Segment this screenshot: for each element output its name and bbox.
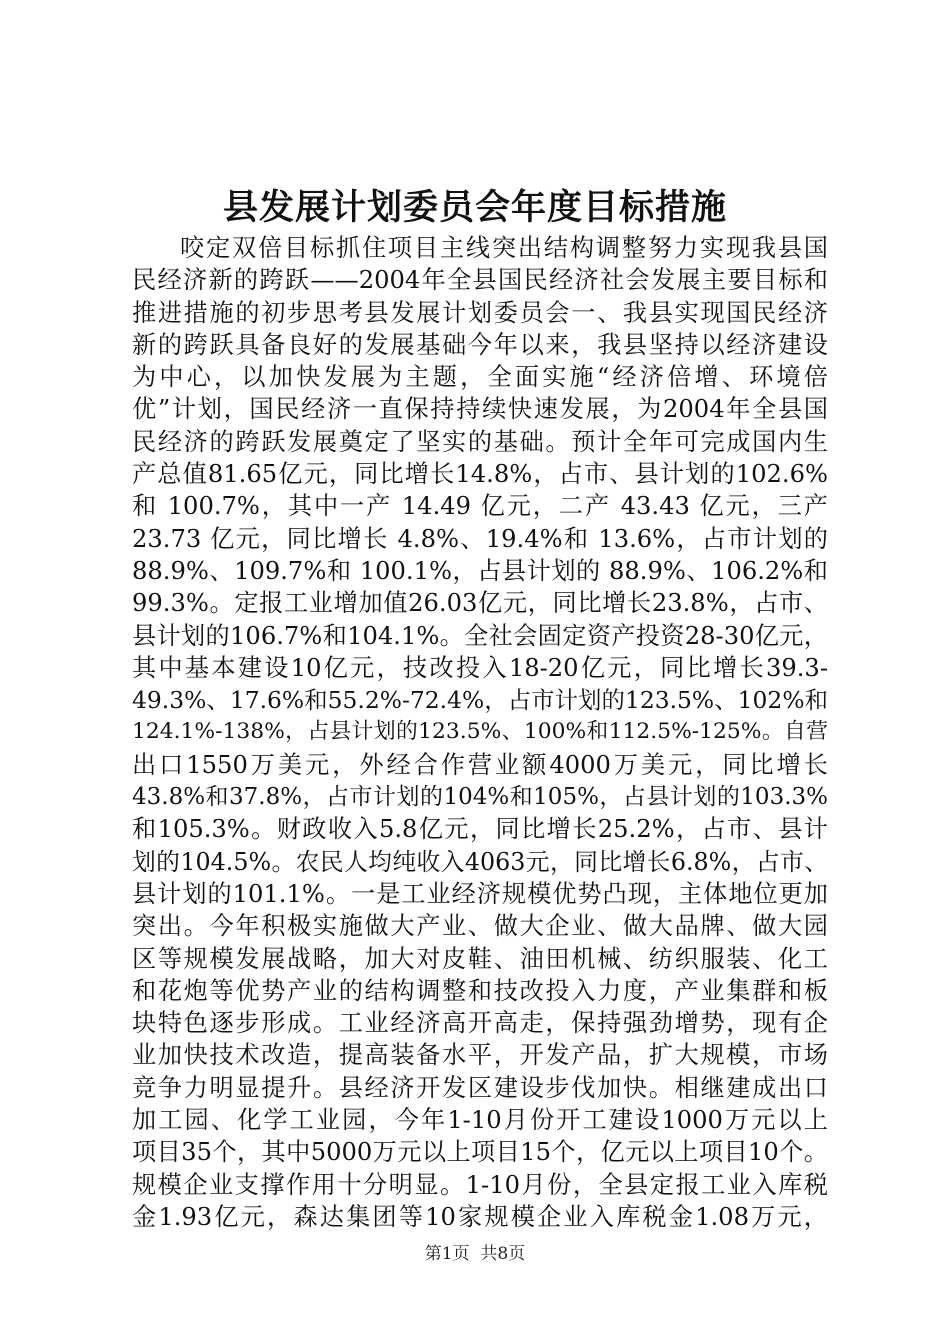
body-line: 项目35个，其中5000万元以上项目15个，亿元以上项目10个。 — [132, 1138, 828, 1167]
body-line: 竞争力明显提升。县经济开发区建设步伐加快。相继建成出口 — [132, 1073, 828, 1102]
page-footer — [0, 1243, 950, 1265]
document-title: 县发展计划委员会年度目标措施 — [222, 187, 727, 228]
body-line: 99.3%。定报工业增加值26.03亿元，同比增长23.8%，占市、 — [132, 589, 828, 618]
body-line: 23.73 亿元，同比增长 4.8%、19.4%和 13.6%，占市计划的 — [132, 524, 828, 553]
body-line: 产总值81.65亿元，同比增长14.8%，占市、县计划的102.6% — [132, 460, 828, 489]
body-line: 推进措施的初步思考县发展计划委员会一、我县实现国民经济 — [132, 298, 828, 327]
body-line: 124.1%-138%，占县计划的123.5%、100%和112.5%-125%。自营 — [132, 719, 828, 745]
body-line: 和105.3%。财政收入5.8亿元，同比增长25.2%，占市、县计 — [132, 815, 828, 844]
body-line: 咬定双倍目标抓住项目主线突出结构调整努力实现我县国 — [180, 234, 828, 262]
body-line: 新的跨跃具备良好的发展基础今年以来，我县坚持以经济建设 — [132, 330, 828, 359]
body-line: 43.8%和37.8%，占市计划的104%和105%，占县计划的103.3% — [132, 784, 828, 811]
body-line: 为中心，以加快发展为主题，全面实施“经济倍增、环境倍 — [132, 363, 828, 392]
body-line: 49.3%、17.6%和55.2%-72.4%，占市计划的123.5%、102%和 — [132, 686, 828, 715]
body-line: 块特色逐步形成。工业经济高开高走，保持强劲增势，现有企 — [132, 1009, 828, 1038]
body-line: 民经济的跨跃发展奠定了坚实的基础。预计全年可完成国内生 — [132, 427, 828, 456]
body-line: 和 100.7%，其中一产 14.49 亿元，二产 43.43 亿元，三产 — [132, 492, 828, 521]
body-line: 规模企业支撑作用十分明显。1-10月份，全县定报工业入库税 — [132, 1170, 828, 1199]
body-line: 县计划的101.1%。一是工业经济规模优势凸现，主体地位更加 — [132, 879, 828, 908]
body-line: 突出。今年积极实施做大产业、做大企业、做大品牌、做大园 — [132, 912, 828, 941]
body-line: 加工园、化学工业园，今年1-10月份开工建设1000万元以上 — [132, 1106, 828, 1135]
body-line: 划的104.5%。农民人均纯收入4063元，同比增长6.8%，占市、 — [132, 847, 828, 876]
body-line: 和花炮等优势产业的结构调整和技改投入力度，产业集群和板 — [132, 976, 828, 1005]
body-line: 区等规模发展战略，加大对皮鞋、油田机械、纺织服装、化工 — [132, 944, 828, 973]
page-number: 第1页 共8页 — [424, 1244, 526, 1264]
body-line: 金1.93亿元，森达集团等10家规模企业入库税金1.08万元， — [132, 1202, 828, 1231]
body-line: 出口1550万美元，外经合作营业额4000万美元，同比增长 — [132, 750, 828, 779]
body-line: 其中基本建设10亿元，技改投入18-20亿元，同比增长39.3- — [132, 653, 828, 682]
body-line: 县计划的106.7%和104.1%。全社会固定资产投资28-30亿元， — [132, 621, 828, 650]
body-line: 88.9%、109.7%和 100.1%，占县计划的 88.9%、106.2%和 — [132, 556, 828, 585]
body-line: 业加快技术改造，提高装备水平，开发产品，扩大规模，市场 — [132, 1041, 828, 1070]
body-line: 优”计划，国民经济一直保持持续快速发展，为2004年全县国 — [132, 395, 828, 424]
document-body — [132, 232, 828, 1233]
body-line: 民经济新的跨跃——2004年全县国民经济社会发展主要目标和 — [132, 266, 828, 295]
